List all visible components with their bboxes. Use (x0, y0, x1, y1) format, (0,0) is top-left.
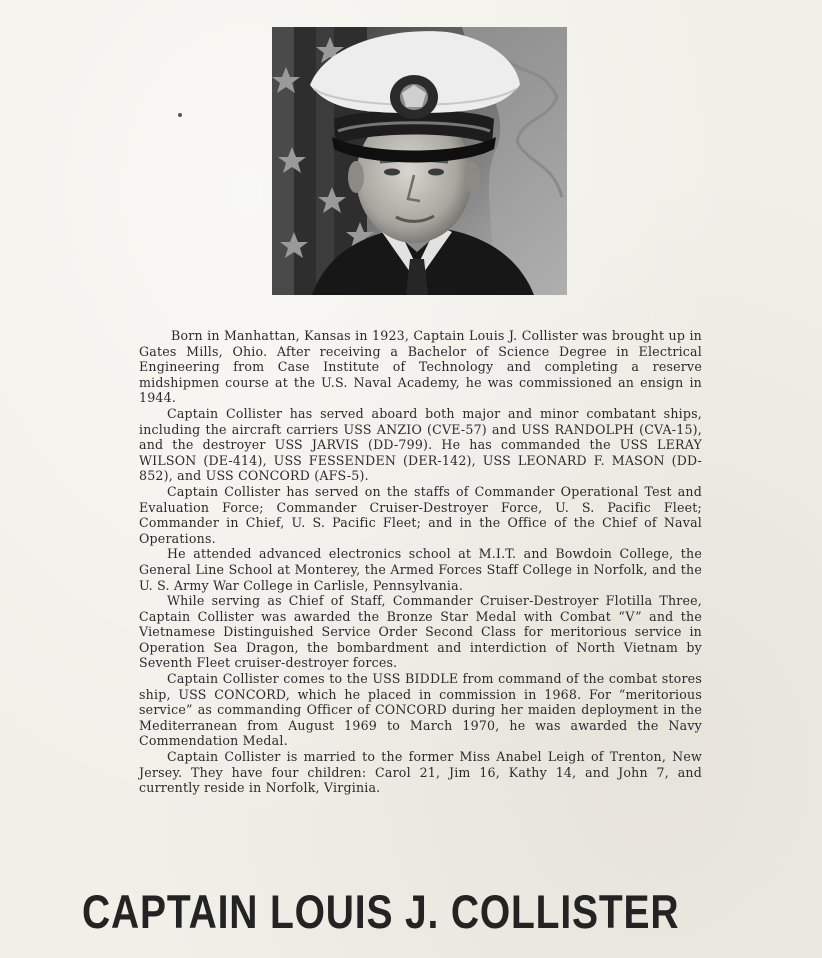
biography-text (139, 328, 702, 796)
bio-paragraph-staffs: Captain Collister has served on the staffs of Commander Operational Test and Evaluation Force; Commander Cruiser-Destroyer Force, U. S. Pacific Fleet; Commander in Chief, U. S. Pacific Fleet; and in the Office of the Chief of Naval Operations. (139, 483, 702, 546)
portrait-photo (272, 27, 567, 295)
bio-paragraph-family: Captain Collister is married to the former Miss Anabel Leigh of Trenton, New Jersey. They have four children: Carol 21, Jim 16, Kathy 14, and John 7, and currently reside in Norfolk, Virginia. (139, 749, 702, 796)
bio-paragraph-ships: Captain Collister has served aboard both major and minor combatant ships, including the aircraft carriers USS ANZIO (CVE-57) and USS RANDOLPH (CVA-15), and the destroyer USS JARVIS (DD-799). He has commanded the USS LERAY WILSON (DE-414), USS FESSENDEN (DER-142), USS LEONARD F. MASON (DD-852), and USS CONCORD (AFS-5). (139, 405, 702, 484)
bio-paragraph-command: Captain Collister comes to the USS BIDDLE from command of the combat stores ship, USS CONCORD, which he placed in commission in 1968. For “meritorious service” as commanding Officer of CONCORD during her maiden deployment in the Mediterranean from August 1969 to March 1970, he was awarded the Navy Commendation Medal. (139, 671, 702, 749)
page-title: CAPTAIN LOUIS J. COLLISTER (82, 885, 680, 938)
bio-paragraph-awards: While serving as Chief of Staff, Commander Cruiser-Destroyer Flotilla Three, Captain Collister was awarded the Bronze Star Medal with Combat “V” and the Vietnamese Distinguished Service Order Second Class for meritorious service in Operation Sea Dragon, the bombardment and interdiction of North Vietnam by Seventh Fleet cruiser-destroyer forces. (139, 593, 702, 671)
paper-speck (178, 113, 182, 117)
bio-paragraph-education: He attended advanced electronics school at M.I.T. and Bowdoin College, the General Line School at Monterey, the Armed Forces Staff College in Norfolk, and the U. S. Army War College in Carlisle, Pennsylvania. (139, 546, 702, 593)
bio-paragraph-birth: Born in Manhattan, Kansas in 1923, Captain Louis J. Collister was brought up in Gates Mills, Ohio. After receiving a Bachelor of Science Degree in Electrical Engineering from Case Institute of Technology and completing a reserve midshipmen course at the U.S. Naval Academy, he was commissioned an ensign in 1944. (139, 328, 702, 406)
